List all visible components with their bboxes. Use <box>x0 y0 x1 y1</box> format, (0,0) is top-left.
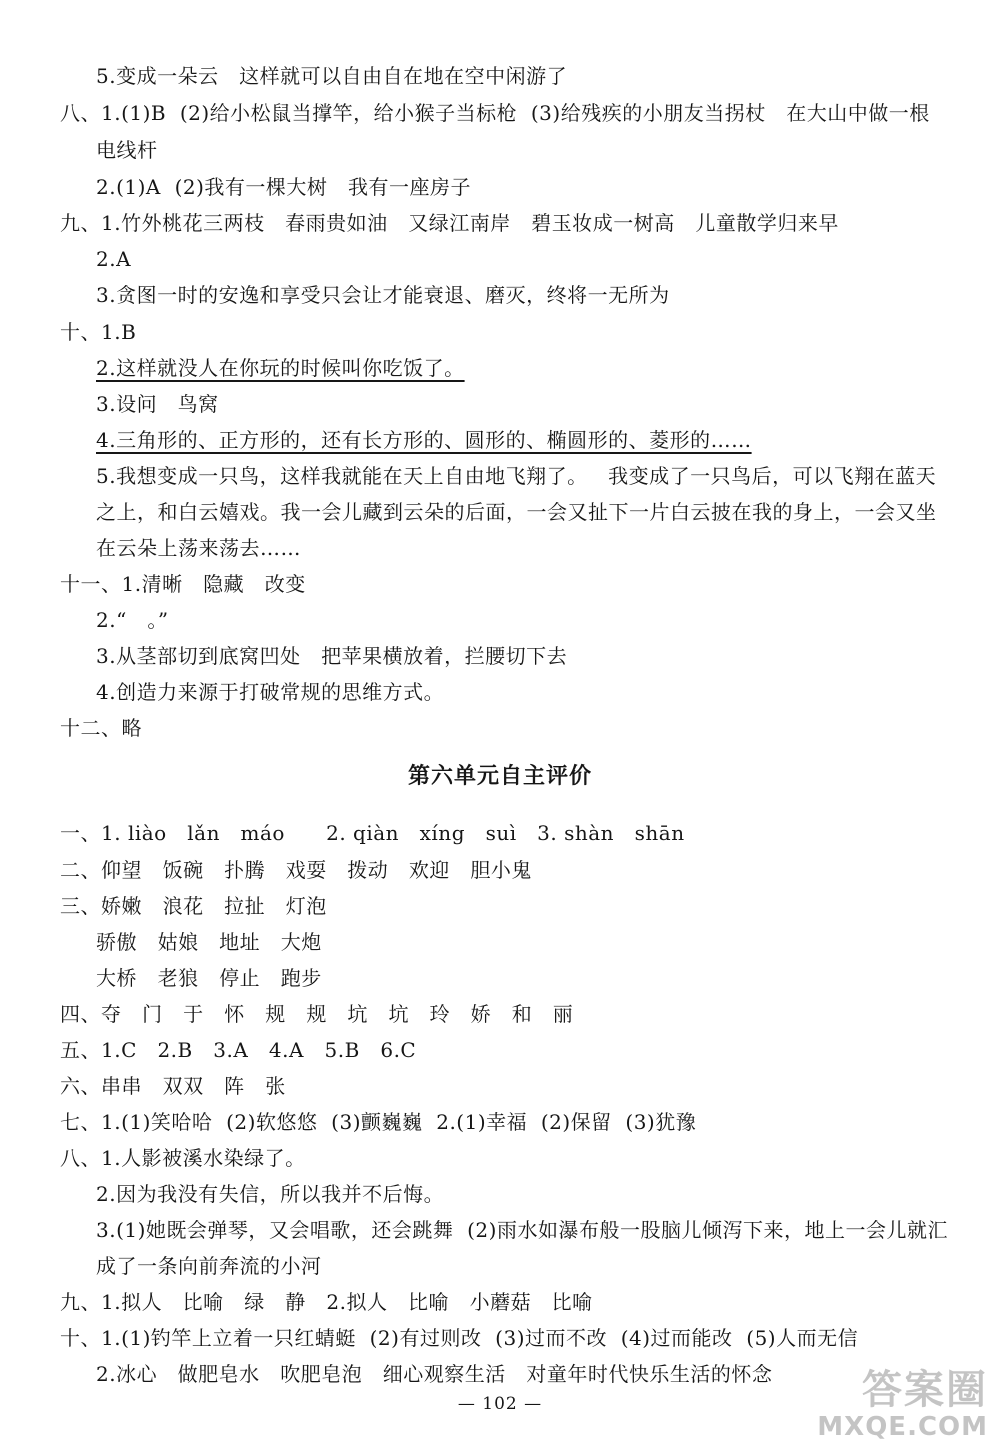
answer-line: 十、1.(1)钓竿上立着一只红蜻蜓 (2)有过则改 (3)过而不改 (4)过而能改 (5)人而无信 <box>60 1326 859 1350</box>
watermark-logo <box>790 1368 1000 1446</box>
answer-line: 之上，和白云嬉戏。我一会儿藏到云朵的后面，一会又扯下一片白云披在我的身上，一会又坐 <box>96 500 937 524</box>
answer-line: 八、1.(1)B (2)给小松鼠当撑竿，给小猴子当标枪 (3)给残疾的小朋友当拐杖 在大山中做一根 <box>60 101 930 125</box>
answer-line: 五、1.C 2.B 3.A 4.A 5.B 6.C <box>60 1038 417 1062</box>
answer-line: 九、1.竹外桃花三两枝 春雨贵如油 又绿江南岸 碧玉妆成一树高 儿童散学归来早 <box>60 211 839 235</box>
answer-line: 4.创造力来源于打破常规的思维方式。 <box>96 680 445 704</box>
answer-line: 八、1.人影被溪水染绿了。 <box>60 1146 306 1170</box>
answer-line: 在云朵上荡来荡去…… <box>96 536 301 560</box>
answer-line: 2.冰心 做肥皂水 吹肥皂泡 细心观察生活 对童年时代快乐生活的怀念 <box>96 1362 773 1386</box>
answer-line: 成了一条向前奔流的小河 <box>96 1254 322 1278</box>
watermark-top-text: 答案圈 <box>862 1367 988 1413</box>
answer-line: 电线杆 <box>96 138 158 162</box>
answer-line: 二、仰望 饭碗 扑腾 戏耍 拨动 欢迎 胆小鬼 <box>60 858 532 882</box>
answer-line: 2.(1)A (2)我有一棵大树 我有一座房子 <box>96 175 471 199</box>
section-title: 第六单元自主评价 <box>407 764 592 789</box>
answer-line: 大桥 老狼 停止 跑步 <box>96 966 322 990</box>
answer-line: 2.A <box>96 247 132 271</box>
answer-line: 三、娇嫩 浪花 拉扯 灯泡 <box>60 894 327 918</box>
answer-line-underlined: 2.这样就没人在你玩的时候叫你吃饭了。 <box>96 356 465 380</box>
answer-line: 四、夺 门 于 怀 规 规 坑 坑 玲 娇 和 丽 <box>60 1002 574 1026</box>
answer-line: 2.“ 。” <box>96 608 169 632</box>
answer-line: 3.(1)她既会弹琴，又会唱歌，还会跳舞 (2)雨水如瀑布般一股脑儿倾泻下来，地上一会儿就汇 <box>96 1218 948 1242</box>
answer-line: 七、1.(1)笑哈哈 (2)软悠悠 (3)颤巍巍 2.(1)幸福 (2)保留 (3)犹豫 <box>60 1110 697 1134</box>
answer-line: 十二、略 <box>60 716 142 740</box>
answer-line: 十、1.B <box>60 320 137 344</box>
answer-line: 一、1. liào lǎn máo 2. qiàn xíng suì 3. shàn shān <box>60 821 685 845</box>
answer-line: 5.我想变成一只鸟，这样我就能在天上自由地飞翔了。 我变成了一只鸟后，可以飞翔在蓝天 <box>96 464 937 488</box>
answer-line: 十一、1.清晰 隐藏 改变 <box>60 572 306 596</box>
watermark-bottom-text: MXQE.COM <box>817 1412 988 1442</box>
answer-line: 3.设问 鸟窝 <box>96 392 219 416</box>
answer-line: 5.变成一朵云 这样就可以自由自在地在空中闲游了 <box>96 64 568 88</box>
answer-line: 六、串串 双双 阵 张 <box>60 1074 286 1098</box>
answer-line: 3.从茎部切到底窝凹处 把苹果横放着，拦腰切下去 <box>96 644 568 668</box>
page-number: — 102 — <box>457 1394 543 1414</box>
answer-line-underlined: 4.三角形的、正方形的，还有长方形的、圆形的、椭圆形的、菱形的…… <box>96 428 752 452</box>
answer-line: 骄傲 姑娘 地址 大炮 <box>96 930 322 954</box>
answer-line: 九、1.拟人 比喻 绿 静 2.拟人 比喻 小蘑菇 比喻 <box>60 1290 593 1314</box>
answer-line: 3.贪图一时的安逸和享受只会让才能衰退、磨灭，终将一无所为 <box>96 283 670 307</box>
answer-line: 2.因为我没有失信，所以我并不后悔。 <box>96 1182 445 1206</box>
